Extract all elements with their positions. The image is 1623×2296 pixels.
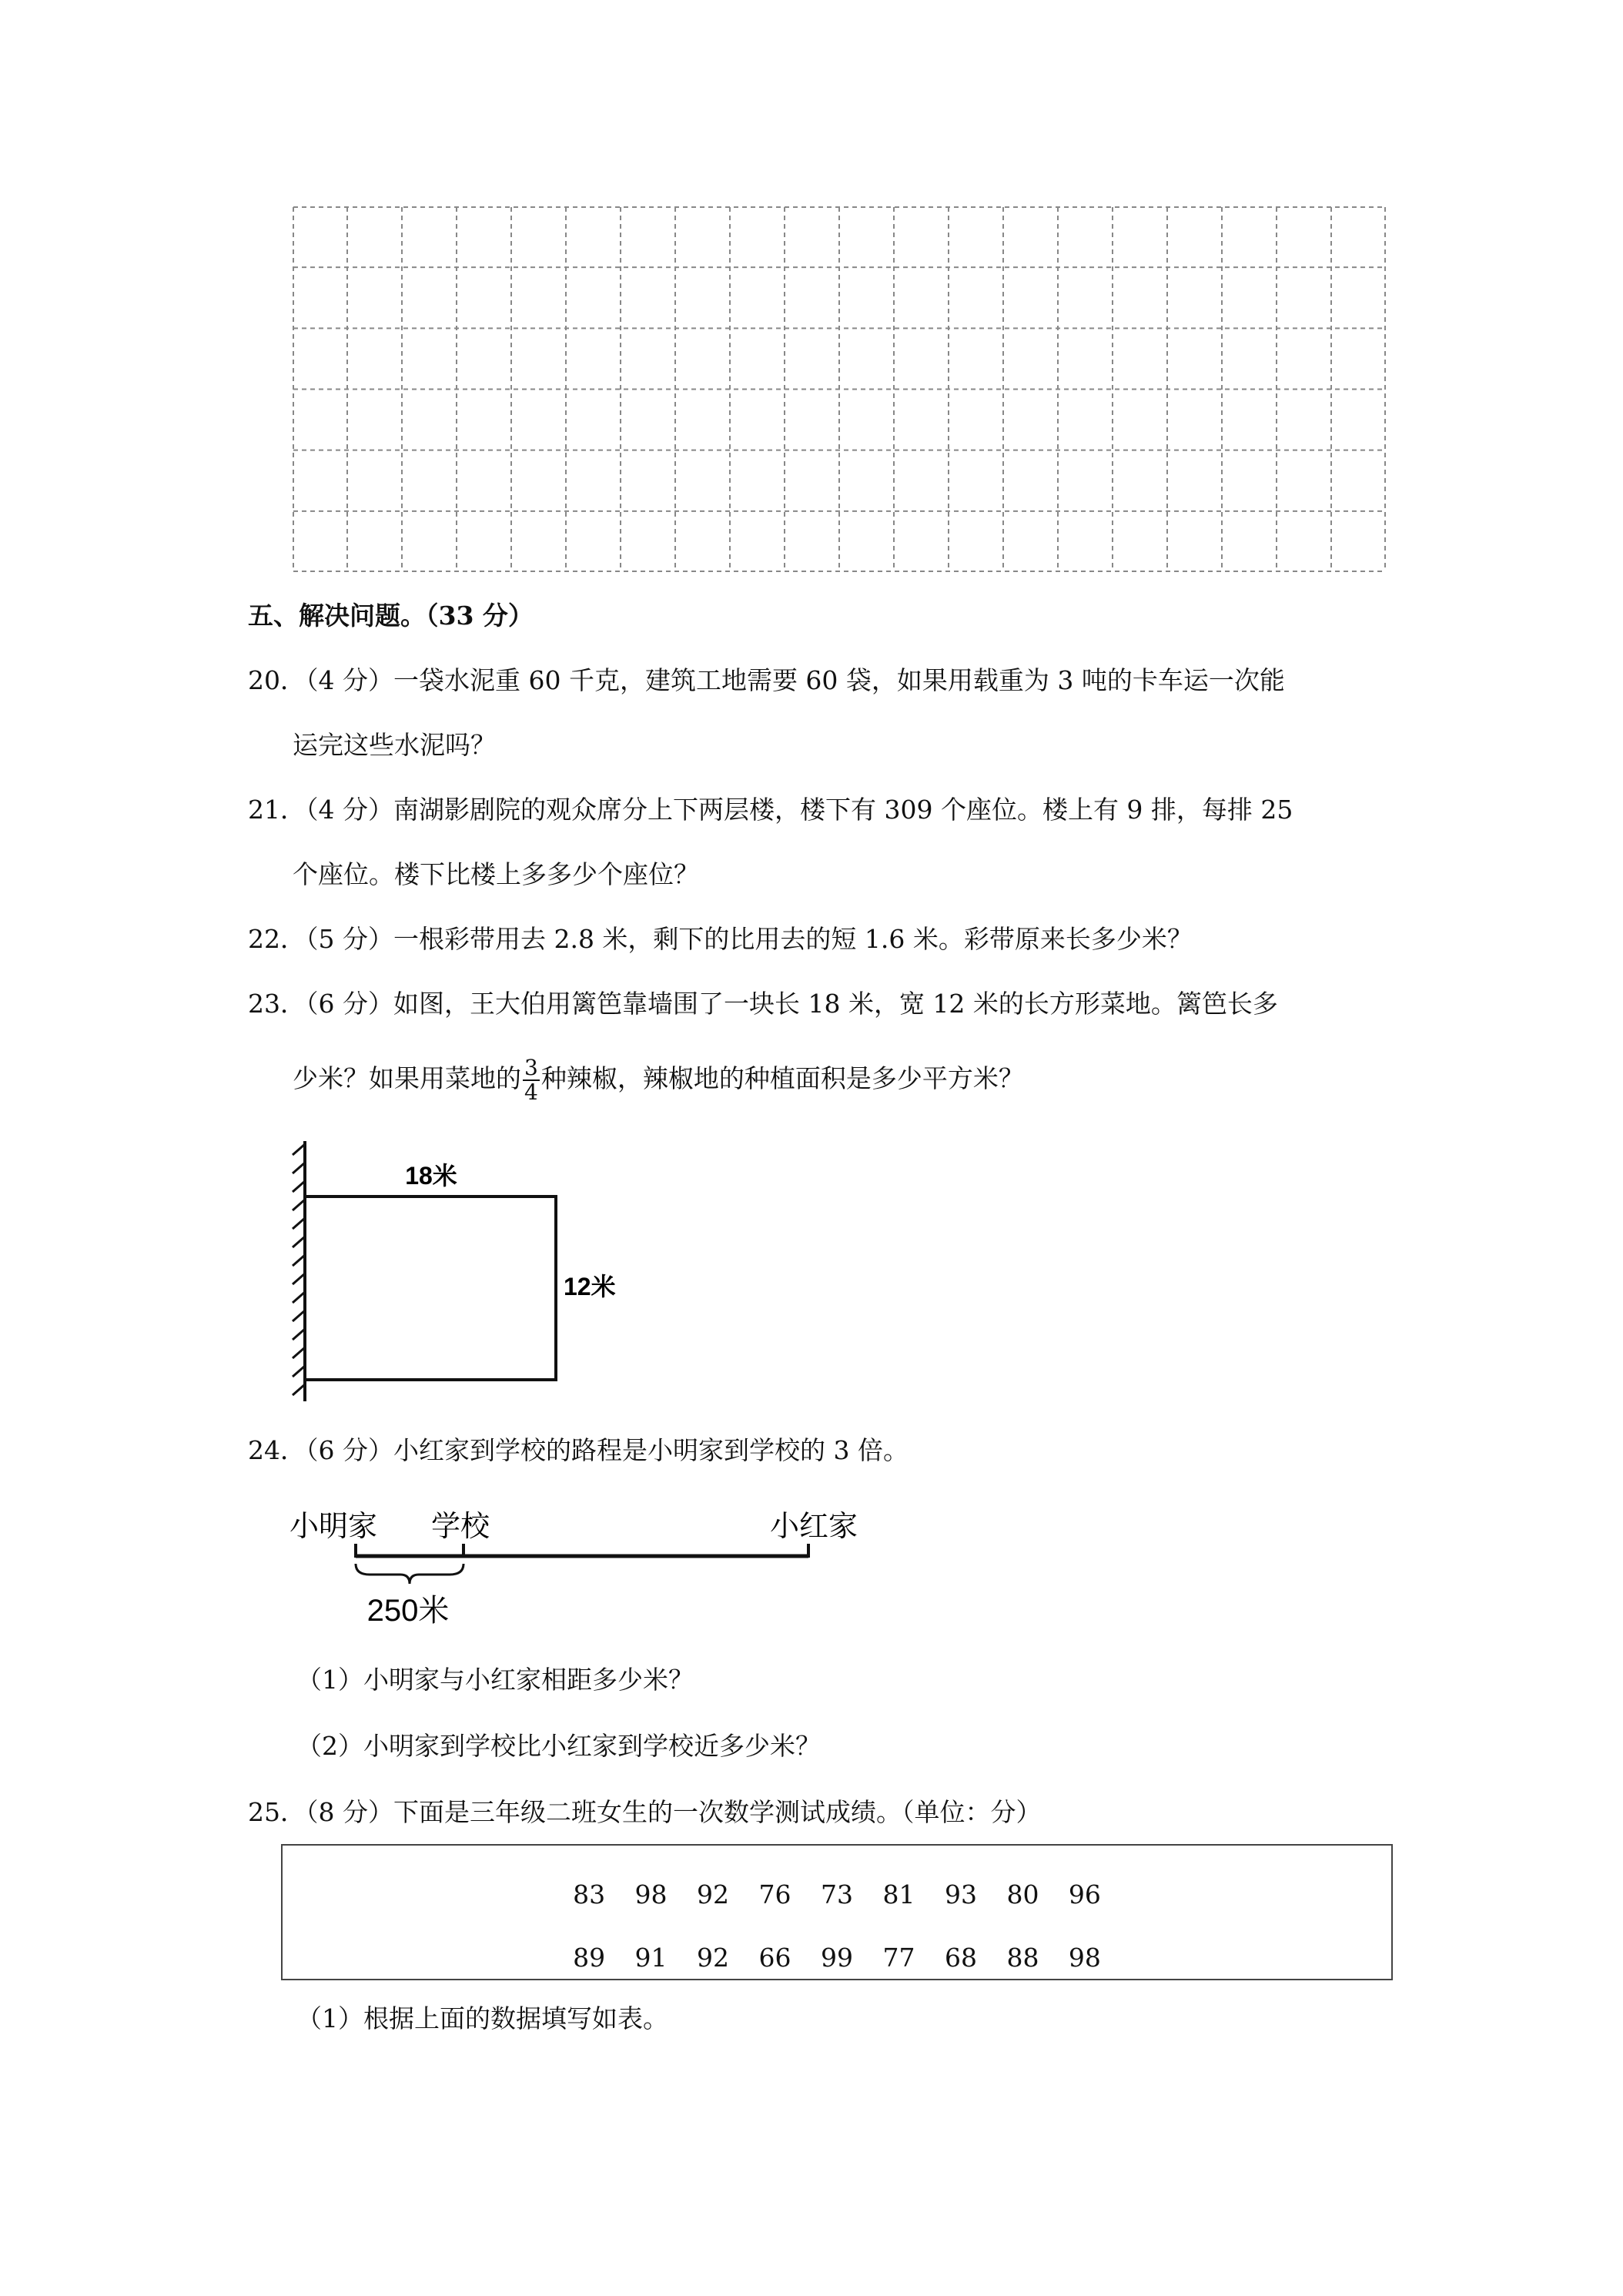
question-24-sub1: （1）小明家与小红家相距多少米？ (296, 1665, 694, 1695)
wall-hatch-mark (293, 1347, 305, 1358)
fraction-three-quarters (523, 1056, 540, 1104)
fraction-denominator: 4 (524, 1079, 538, 1105)
question-23-line1: 23．（6 分）如图，王大伯用篱笆靠墙围了一块长 18 米，宽 12 米的长方形菜地。篱笆长多 (248, 989, 1278, 1019)
question-24-line1: 24．（6 分）小红家到学校的路程是小明家到学校的 3 倍。 (248, 1435, 909, 1465)
width-label: 12米 (564, 1273, 616, 1300)
wall-hatch-mark (293, 1237, 305, 1247)
distance-brace (356, 1564, 463, 1584)
wall-hatch-mark (293, 1274, 305, 1284)
school-label: 学校 (431, 1511, 490, 1543)
xiaohong-home-label: 小红家 (770, 1511, 858, 1543)
question-23-line2 (293, 1056, 1024, 1104)
question-23-line2-after: 种辣椒，辣椒地的种植面积是多少平方米？ (540, 1063, 1024, 1093)
wall-hatch-mark (293, 1200, 305, 1210)
question-21-line1: 21．（4 分）南湖影剧院的观众席分上下两层楼，楼下有 309 个座位。楼上有 9 排，每排 25 (248, 795, 1293, 825)
wall-hatch-mark (293, 1384, 305, 1395)
wall-hatch-mark (293, 1292, 305, 1303)
scores-row-1: 83 98 92 76 73 81 93 80 96 (573, 1879, 1101, 1909)
wall-hatch-mark (293, 1163, 305, 1173)
wall-hatch-mark (293, 1255, 305, 1266)
question-23-line2-before: 少米？如果用菜地的 (293, 1063, 521, 1093)
question-25-sub1: （1）根据上面的数据填写如表。 (296, 2003, 668, 2033)
xiaoming-home-label: 小明家 (289, 1511, 378, 1543)
length-label: 18米 (405, 1162, 457, 1190)
route-figure (285, 1498, 878, 1636)
wall-hatch-mark (293, 1310, 305, 1321)
wall-hatch (293, 1144, 305, 1395)
fraction-numerator: 3 (524, 1055, 538, 1080)
wall-hatch-mark (293, 1329, 305, 1340)
wall-hatch-mark (293, 1218, 305, 1229)
fence-outline (305, 1197, 556, 1380)
wall-hatch-mark (293, 1366, 305, 1377)
question-22-line1: 22．（5 分）一根彩带用去 2.8 米，剩下的比用去的短 1.6 米。彩带原来长多少米？ (248, 924, 1193, 954)
section-title: 五、解决问题。（33 分） (248, 601, 534, 631)
question-21-line2: 个座位。楼下比楼上多多少个座位？ (293, 859, 699, 889)
scores-box (281, 1844, 1393, 1980)
question-20-line2: 运完这些水泥吗？ (293, 730, 496, 760)
wall-hatch-mark (293, 1144, 305, 1155)
question-25-line1: 25．（8 分）下面是三年级二班女生的一次数学测试成绩。（单位：分） (248, 1797, 1042, 1827)
question-20-line1: 20．（4 分）一袋水泥重 60 千克，建筑工地需要 60 袋，如果用载重为 3 吨的卡车运一次能 (248, 665, 1285, 695)
distance-label: 250米 (366, 1594, 450, 1628)
scores-row-2: 89 91 92 66 99 77 68 88 98 (573, 1943, 1101, 1973)
vegetable-plot-figure (285, 1132, 639, 1409)
question-24-sub2: （2）小明家到学校比小红家到学校近多少米？ (296, 1731, 821, 1761)
wall-hatch-mark (293, 1181, 305, 1192)
dotted-grid (293, 206, 1386, 572)
